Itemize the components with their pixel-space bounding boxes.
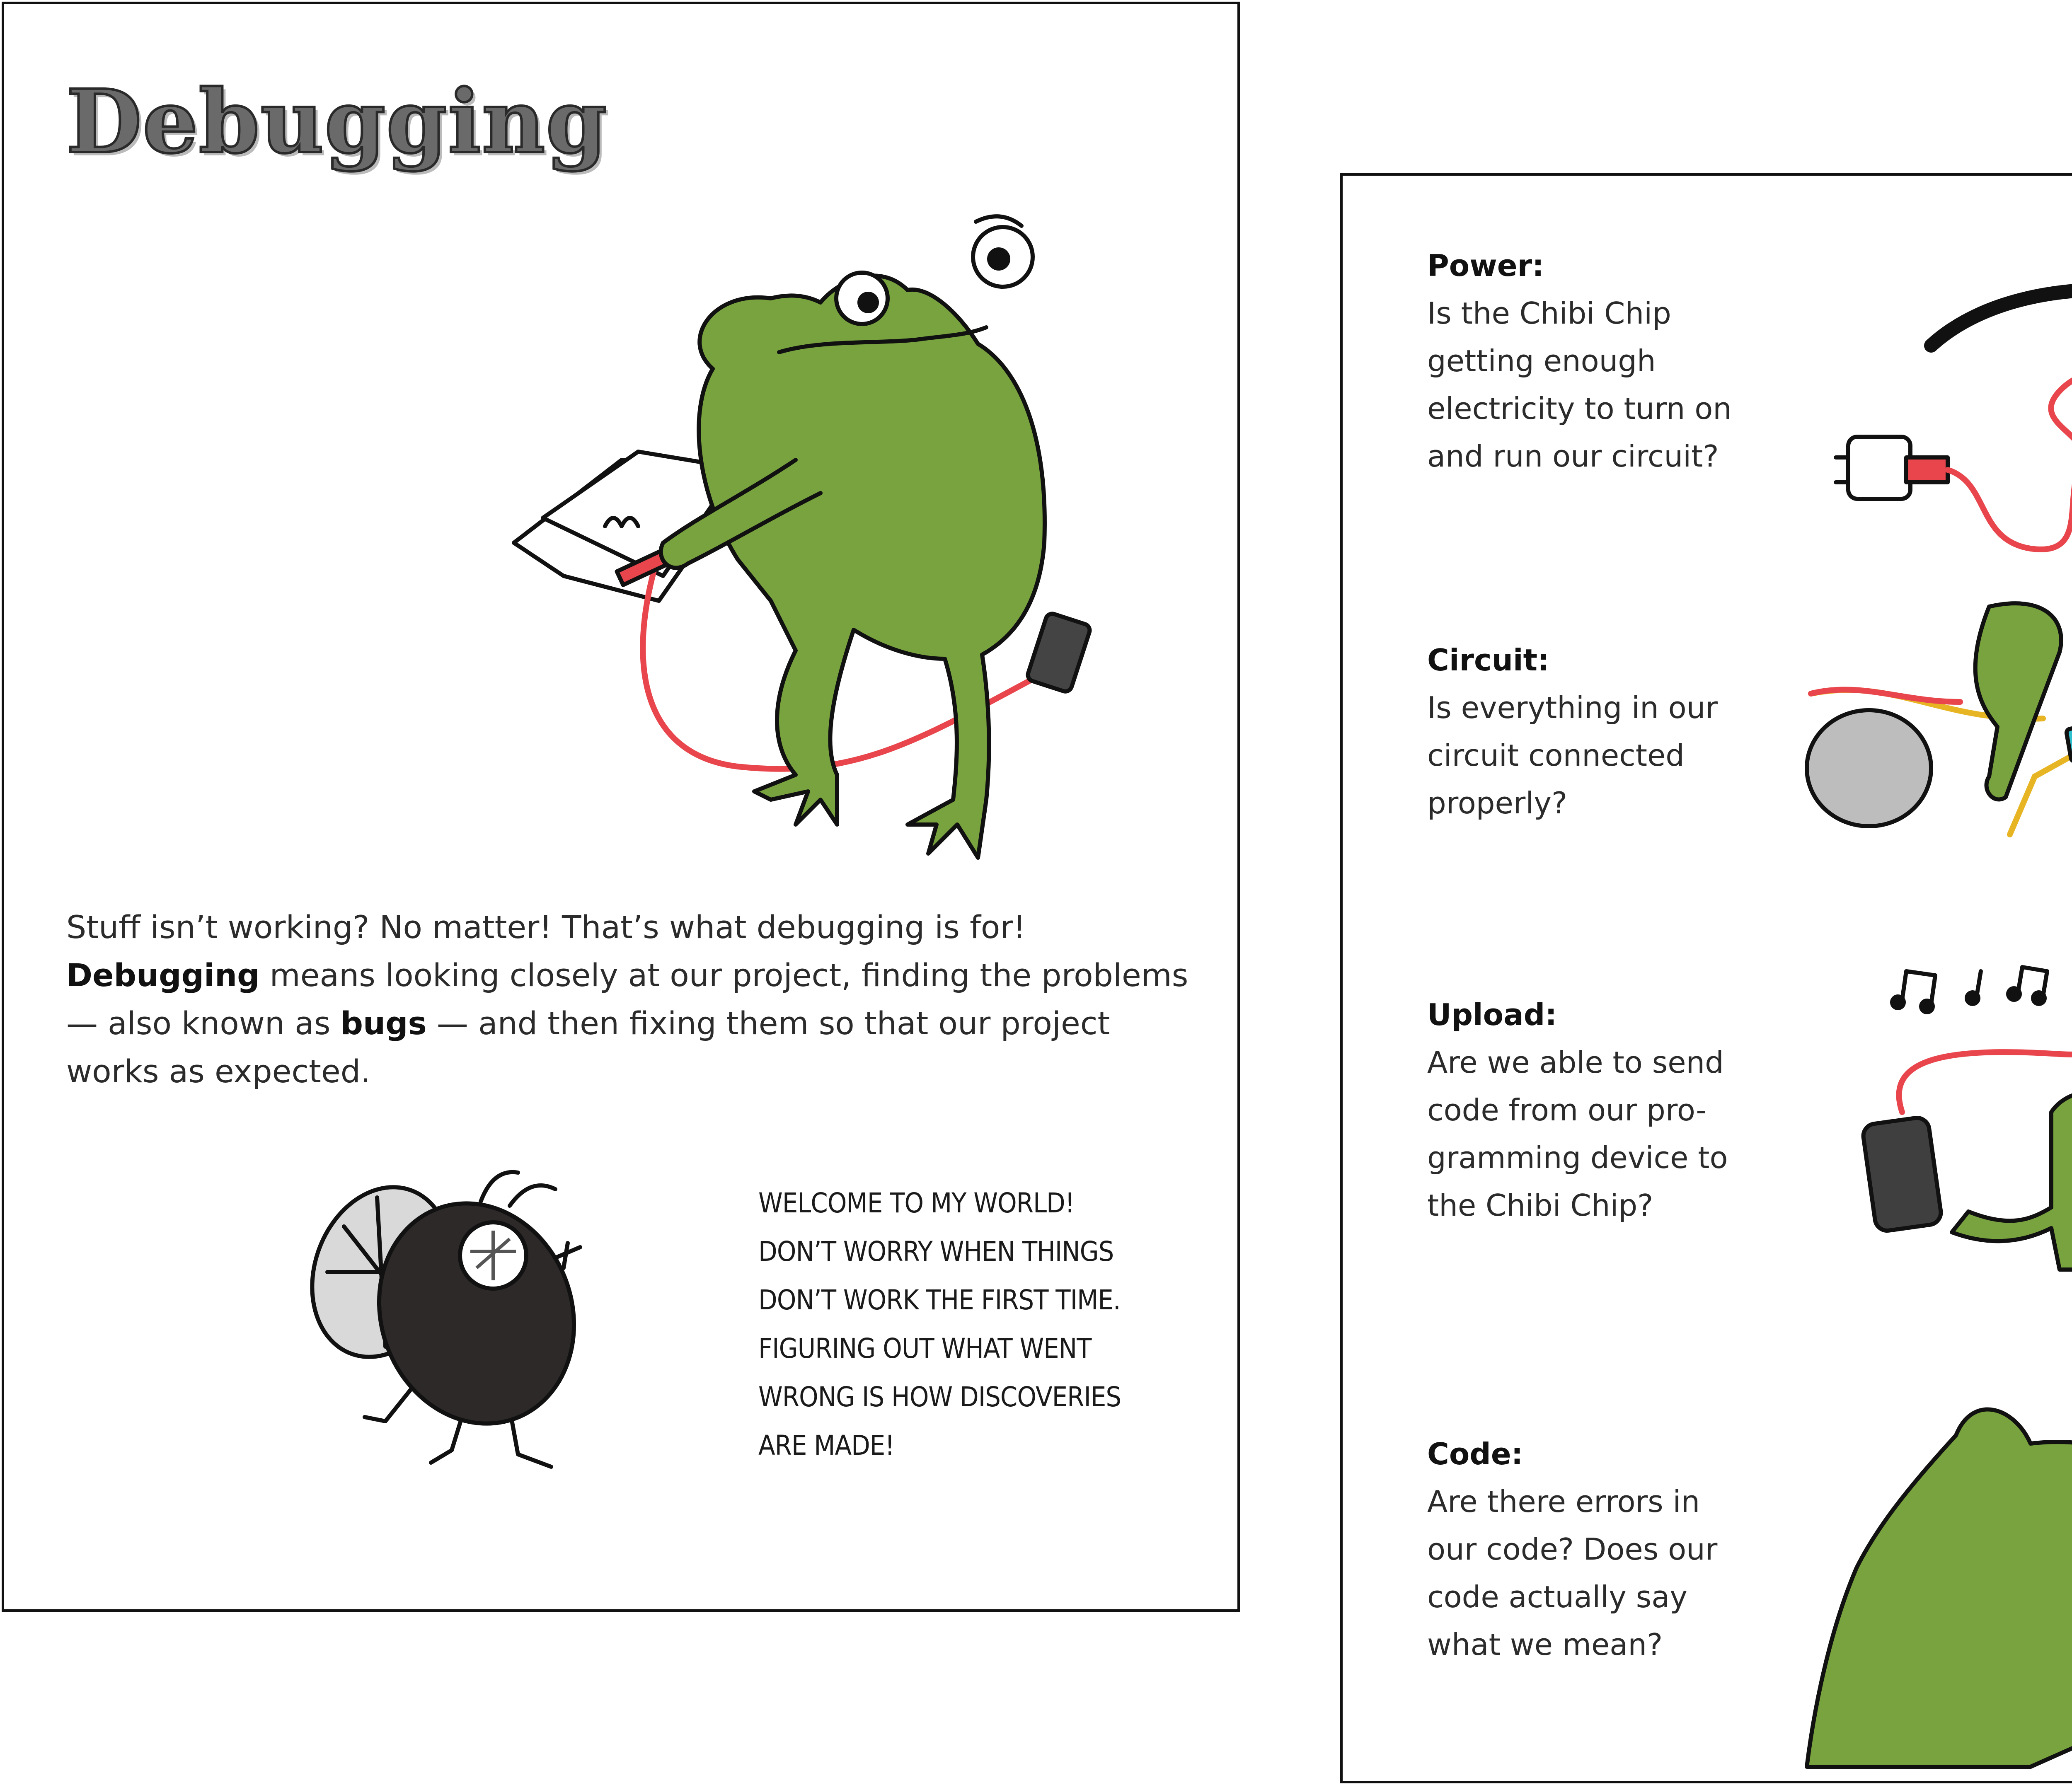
intro-text-2: means looking closely at our project, finding the problems — also known as [66,957,1188,1042]
check-heading: Upload: [1427,997,1557,1032]
intro-term-bugs: bugs [340,1005,427,1042]
intro-term-debugging: Debugging [66,957,260,994]
intro-text-3: — and then fixing them so that our project works as expected. [66,1005,1110,1090]
check-heading: Circuit: [1427,643,1549,677]
fly-illustration [294,1164,688,1496]
quote-line: WELCOME TO MY WORLD! [758,1187,1075,1219]
quote-line: DON’T WORRY WHEN THINGS [758,1236,1114,1267]
check-line: code actually say [1427,1579,1687,1614]
check-line: the Chibi Chip? [1427,1188,1653,1223]
upload-illustration [1852,963,2072,1336]
check-line: Are we able to send [1427,1045,1724,1080]
check-upload [1427,991,1792,1229]
frog-clipboard-illustration [481,203,1185,866]
check-line: getting enough [1427,343,1656,378]
check-line: and run our circuit? [1427,439,1719,474]
check-heading: Code: [1427,1437,1523,1471]
check-circuit [1427,636,1792,827]
phone-icon [1862,1116,1943,1232]
code-illustration [1807,1377,2072,1771]
check-code [1427,1430,1792,1669]
check-line: our code? Does our [1427,1532,1718,1567]
check-power [1427,242,1792,480]
left-page [2,2,1240,1612]
check-line: Are there errors in [1427,1484,1700,1519]
check-heading: Power: [1427,248,1544,283]
check-line: circuit connected [1427,738,1685,773]
check-line: properly? [1427,786,1568,820]
check-line: what we mean? [1427,1627,1663,1662]
page-title: Debugging [66,70,608,173]
power-illustration [1832,250,2072,590]
check-line: Is everything in our [1427,690,1718,725]
check-line: code from our pro- [1427,1093,1707,1127]
quote-line: ARE MADE! [758,1429,895,1461]
chibi-chip-icon [2062,683,2072,762]
music-notes-icon [1892,963,2072,1012]
quote-line: DON’T WORK THE FIRST TIME. [758,1284,1121,1316]
fly-quote [758,1179,1131,1470]
check-line: electricity to turn on [1427,391,1732,426]
intro-paragraph [66,903,1193,1096]
right-page [1340,173,2072,1783]
check-line: gramming device to [1427,1140,1728,1175]
quote-line: FIGURING OUT WHAT WENT [758,1333,1092,1364]
check-line: Is the Chibi Chip [1427,296,1671,331]
intro-text-1: Stuff isn’t working? No matter! That’s what debugging is for! [66,909,1026,946]
power-plug-icon [1836,437,1948,499]
quote-line: WRONG IS HOW DISCOVERIES [758,1381,1121,1413]
circuit-illustration [1811,594,2072,843]
